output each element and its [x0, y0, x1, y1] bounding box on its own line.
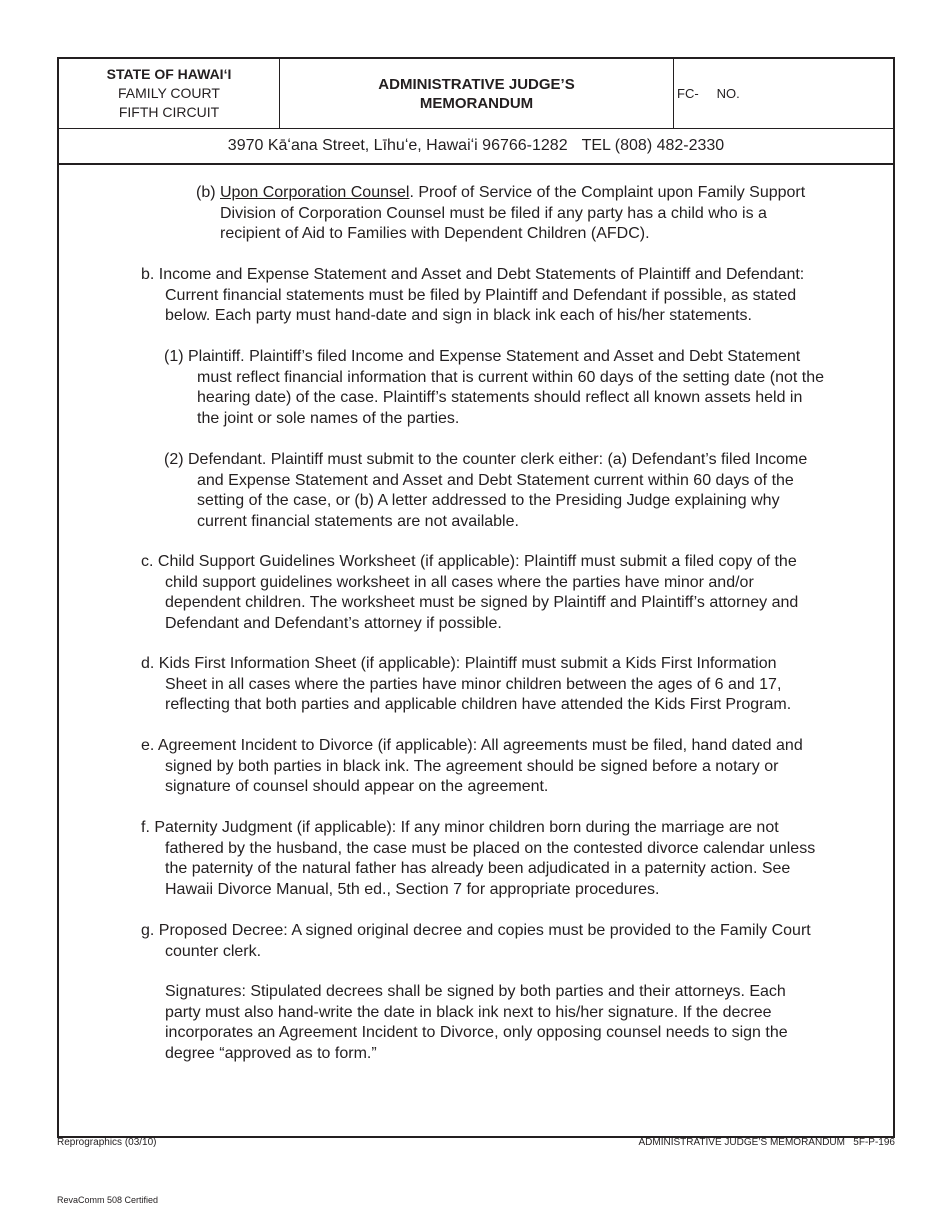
signatures-line2: party must also hand-write the date in black ink next to his/her signature. If the decree [165, 1003, 772, 1021]
item-c-line4: Defendant and Defendant’s attorney if possible. [165, 614, 502, 632]
item-b1-line1: (1) Plaintiff. Plaintiff’s filed Income and Expense Statement and Asset and Debt Statement [164, 348, 801, 365]
item-g-line1: g. Proposed Decree: A signed original decree and copies must be provided to the Family Court [141, 922, 811, 939]
item-a-b-line1: . Proof of Service of the Complaint upon Family Support [409, 184, 806, 201]
item-d [141, 654, 791, 716]
item-b [141, 265, 804, 327]
form-title-line1: ADMINISTRATIVE JUDGE’S [378, 75, 575, 93]
header-row [59, 59, 893, 129]
telephone: TEL (808) 482-2330 [581, 137, 725, 154]
item-f-line1: f. Paternity Judgment (if applicable): If any minor children born during the marriage are not [141, 819, 779, 836]
item-f-line2: fathered by the husband, the case must be placed on the contested divorce calendar unless [165, 839, 816, 857]
signatures-line3: incorporates an Agreement Incident to Divorce, only opposing counsel needs to sign the [165, 1024, 788, 1041]
no-label: NO. [716, 86, 740, 101]
circuit-name: FIFTH CIRCUIT [118, 104, 220, 120]
case-number-cell [675, 59, 893, 128]
item-b1-line4: the joint or sole names of the parties. [197, 409, 460, 427]
item-f-line4: Hawaii Divorce Manual, 5th ed., Section 7 for appropriate procedures. [165, 880, 660, 898]
item-g-line2: counter clerk. [165, 942, 262, 960]
item-b-line1: b. Income and Expense Statement and Asset and Debt Statements of Plaintiff and Defendant: [141, 266, 805, 283]
fc-label: FC- [677, 86, 699, 101]
memorandum-form [57, 57, 895, 1138]
item-b-line3: below. Each party must hand-date and sign in black ink each of his/her statements. [165, 307, 752, 324]
item-b2-line2: and Expense Statement and Asset and Debt Statement current within 60 days of the [197, 471, 794, 489]
signatures-line1: Signatures: Stipulated decrees shall be signed by both parties and their attorneys. Each [165, 983, 786, 1000]
item-c-line3: dependent children. The worksheet must be signed by Plaintiff and Plaintiff’s attorney and [165, 594, 799, 611]
item-a-b-prefix: (b) [196, 184, 220, 201]
footer-certification: RevaComm 508 Certified [57, 1195, 159, 1205]
item-e-line3: signature of counsel should appear on the agreement. [165, 778, 549, 795]
item-b2 [164, 450, 807, 532]
item-a-b-line3: recipient of Aid to Families with Dependent Children (AFDC). [220, 225, 650, 242]
form-title-line2: MEMORANDUM [419, 94, 534, 112]
item-b2-line1: (2) Defendant. Plaintiff must submit to the counter clerk either: (a) Defendant’s filed Income [164, 451, 808, 468]
item-b1 [164, 347, 824, 429]
signatures-paragraph [165, 982, 788, 1064]
item-e-line2: signed by both parties in black ink. The agreement should be signed before a notary or [165, 757, 779, 775]
footer-form-id: ADMINISTRATIVE JUDGE’S MEMORANDUM 5F-P-196 [638, 1137, 895, 1148]
signatures-line4: degree “approved as to form.” [165, 1044, 377, 1062]
item-a-b-line2: Division of Corporation Counsel must be filed if any party has a child who is a [220, 204, 767, 222]
item-c [141, 552, 798, 634]
item-b-line2: Current financial statements must be filed by Plaintiff and Defendant if possible, as stated [165, 286, 797, 304]
item-f [141, 818, 815, 900]
item-e-line1: e. Agreement Incident to Divorce (if applicable): All agreements must be filed, hand dated and [141, 737, 803, 754]
footer-reprographics: Reprographics (03/10) [57, 1137, 157, 1148]
item-g [141, 921, 811, 962]
court-name: FAMILY COURT [118, 85, 220, 101]
street-address: 3970 Kāʻana Street, Līhuʻe, Hawaiʻi 96766-1282 [227, 137, 568, 154]
court-info-cell [59, 59, 280, 128]
item-a-b [196, 183, 805, 245]
item-b1-line2: must reflect financial information that is current within 60 days of the setting date (not the [197, 368, 824, 386]
item-d-line2: Sheet in all cases where the parties have minor children between the ages of 6 and 17, [165, 675, 782, 693]
item-b1-line3: hearing date) of the case. Plaintiff’s statements should reflect all known assets held in [197, 389, 803, 406]
item-b2-line3: setting of the case, or (b) A letter addressed to the Presiding Judge explaining why [197, 492, 780, 509]
item-d-line3: reflecting that both parties and applicable children have attended the Kids First Program. [165, 696, 792, 713]
item-b2-line4: current financial statements are not available. [197, 512, 519, 530]
item-c-line2: child support guidelines worksheet in all cases where the parties have minor and/or [165, 573, 754, 591]
item-a-b-title: Upon Corporation Counsel [220, 184, 410, 201]
form-title-cell [280, 59, 674, 128]
address-row [59, 129, 893, 165]
state-name: STATE OF HAWAIʻI [106, 66, 232, 82]
item-f-line3: the paternity of the natural father has already been adjudicated in a paternity action. See [165, 860, 791, 877]
item-d-line1: d. Kids First Information Sheet (if applicable): Plaintiff must submit a Kids First Information [141, 655, 777, 672]
item-e [141, 736, 803, 798]
item-c-line1: c. Child Support Guidelines Worksheet (if applicable): Plaintiff must submit a filed copy of the [141, 553, 797, 570]
